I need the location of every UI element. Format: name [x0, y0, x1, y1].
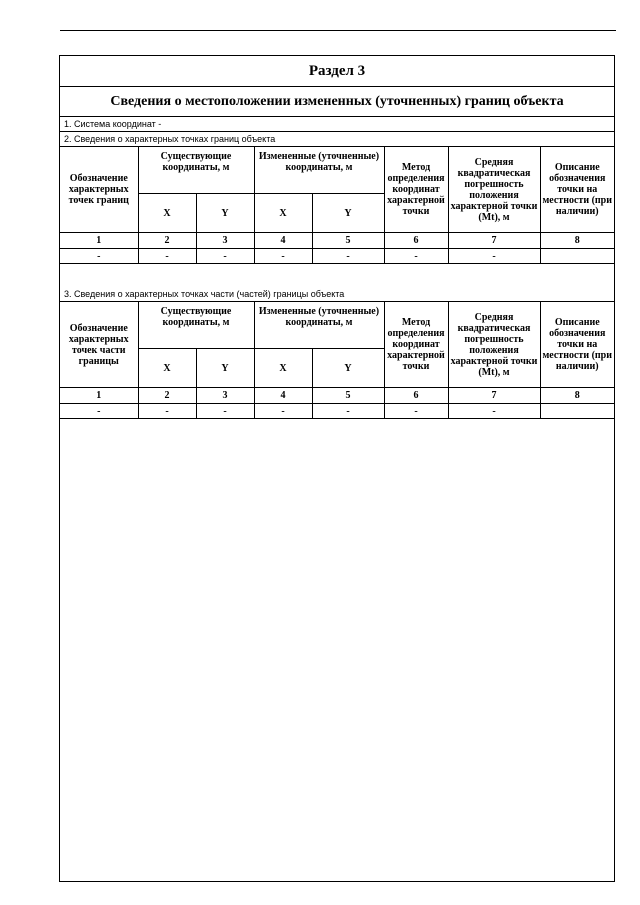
column-number: 7: [448, 388, 540, 404]
header-changed-y: Y: [312, 349, 384, 388]
header-changed-x: X: [254, 349, 312, 388]
table-cell: -: [138, 404, 196, 419]
part-boundary-points-table: [60, 302, 614, 419]
table1-heading: 2. Сведения о характерных точках границ объекта: [60, 132, 614, 147]
header-existing-x: X: [138, 194, 196, 233]
table-cell: -: [138, 249, 196, 264]
boundary-points-table: [60, 147, 614, 264]
header-existing-coordinates: Существующие координаты, м: [138, 302, 254, 349]
column-number: 6: [384, 388, 448, 404]
table-cell: -: [312, 249, 384, 264]
table-cell: -: [254, 249, 312, 264]
header-changed-y: Y: [312, 194, 384, 233]
section-frame: [59, 55, 615, 882]
header-changed-coordinates: Измененные (уточненные) координаты, м: [254, 302, 384, 349]
table-cell: -: [60, 249, 138, 264]
section-subtitle: Сведения о местоположении измененных (уточненных) границ объекта: [60, 87, 614, 117]
header-existing-coordinates: Существующие координаты, м: [138, 147, 254, 194]
column-number: 5: [312, 388, 384, 404]
column-number: 8: [540, 388, 614, 404]
table-cell: -: [312, 404, 384, 419]
column-number: 2: [138, 233, 196, 249]
header-changed-x: X: [254, 194, 312, 233]
column-number: 4: [254, 388, 312, 404]
table-cell: -: [254, 404, 312, 419]
column-number: 5: [312, 233, 384, 249]
column-number: 4: [254, 233, 312, 249]
column-number: 6: [384, 233, 448, 249]
table-cell: [540, 249, 614, 264]
header-point-description: Описание обозначения точки на местности (при наличии): [540, 302, 614, 388]
table-cell: -: [60, 404, 138, 419]
top-rule: [60, 30, 616, 31]
column-number: 1: [60, 233, 138, 249]
column-number: 8: [540, 233, 614, 249]
table2-heading: 3. Сведения о характерных точках части (частей) границы объекта: [60, 287, 614, 302]
column-number: 1: [60, 388, 138, 404]
header-point-description: Описание обозначения точки на местности (при наличии): [540, 147, 614, 233]
table-cell: -: [448, 249, 540, 264]
header-mean-error: Средняя квадратическая погрешность положения характерной точки (Mt), м: [448, 147, 540, 233]
header-point-designation: Обозначение характерных точек части границы: [60, 302, 138, 388]
column-number: 7: [448, 233, 540, 249]
table-cell: -: [448, 404, 540, 419]
header-changed-coordinates: Измененные (уточненные) координаты, м: [254, 147, 384, 194]
table-cell: -: [196, 404, 254, 419]
header-existing-y: Y: [196, 349, 254, 388]
column-number: 3: [196, 233, 254, 249]
column-number: 3: [196, 388, 254, 404]
header-method: Метод определения координат характерной точки: [384, 147, 448, 233]
table-cell: -: [196, 249, 254, 264]
table-cell: -: [384, 249, 448, 264]
table-cell: [540, 404, 614, 419]
header-existing-x: X: [138, 349, 196, 388]
column-number: 2: [138, 388, 196, 404]
table-row: [60, 249, 614, 264]
header-mean-error: Средняя квадратическая погрешность положения характерной точки (Mt), м: [448, 302, 540, 388]
table-cell: -: [384, 404, 448, 419]
header-point-designation: Обозначение характерных точек границ: [60, 147, 138, 233]
header-method: Метод определения координат характерной точки: [384, 302, 448, 388]
header-existing-y: Y: [196, 194, 254, 233]
table-row: [60, 404, 614, 419]
section-title: Раздел 3: [60, 56, 614, 87]
coordinate-system: 1. Система координат -: [60, 117, 614, 132]
